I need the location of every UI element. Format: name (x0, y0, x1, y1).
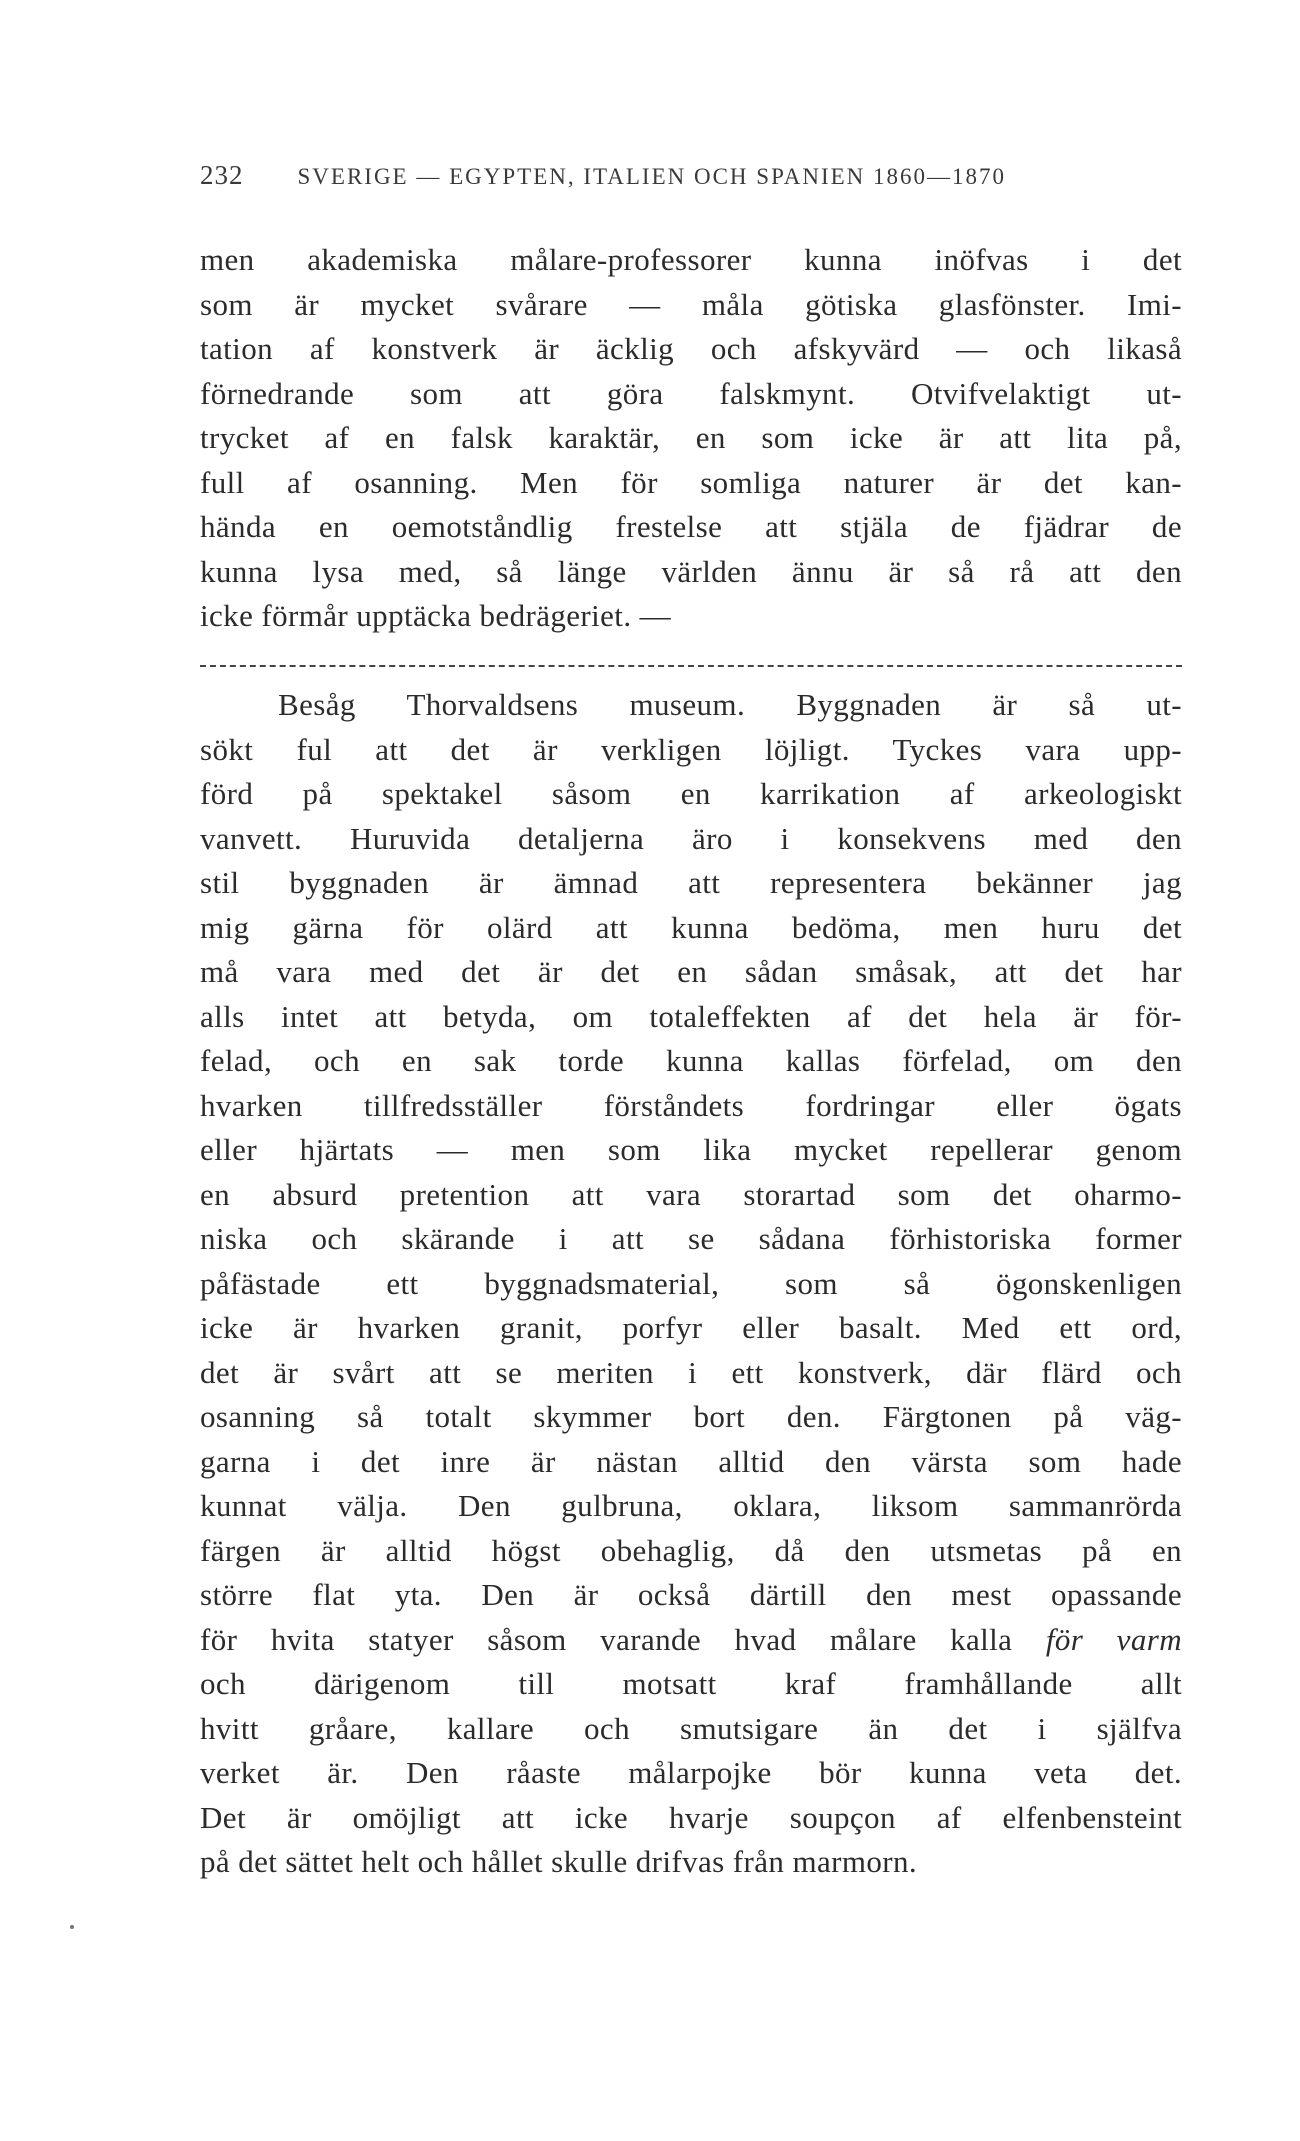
dashed-separator (200, 639, 1182, 684)
text-line: större flat yta. Den är också därtill den mest opassande (200, 1577, 1182, 1612)
book-page (200, 160, 1182, 1885)
text-line: mig gärna för olärd att kunna bedöma, men huru det (200, 909, 1182, 945)
text-line: påfästade ett byggnadsmaterial, som så ögonskenligen (200, 1265, 1182, 1301)
paragraph-2 (200, 683, 1182, 1885)
text-line: icke förmår upptäcka bedrägeriet. — (200, 598, 672, 633)
text-line: färgen är alltid högst obehaglig, då den utsmetas på en (200, 1532, 1182, 1568)
text-line: Det är omöjligt att icke hvarje soupçon af elfenbensteint (200, 1799, 1182, 1835)
text-line: eller hjärtats — men som lika mycket repellerar genom (200, 1132, 1182, 1167)
text-line: felad, och en sak torde kunna kallas förfelad, om den (200, 1043, 1182, 1078)
text-segment: för hvita statyer såsom varande hvad målare kalla (200, 1621, 1013, 1657)
text-line: kunnat välja. Den gulbruna, oklara, liksom sammanrörda (200, 1488, 1182, 1523)
text-line: hvarken tillfredsställer förståndets fordringar eller ögats (200, 1087, 1182, 1123)
text-line: stil byggnaden är ämnad att representera bekänner jag (200, 865, 1182, 900)
text-line: osanning så totalt skymmer bort den. Färgtonen på väg- (200, 1399, 1182, 1434)
page-number: 232 (200, 160, 244, 190)
page-speck (70, 1925, 74, 1929)
text-line: och därigenom till motsatt kraf framhållande allt (200, 1666, 1182, 1701)
text-line: niska och skärande i att se sådana förhistoriska former (200, 1221, 1182, 1256)
text-line: full af osanning. Men för somliga naturer är det kan- (200, 464, 1182, 500)
text-line: verket är. Den råaste målarpojke bör kunna veta det. (200, 1755, 1182, 1790)
text-line (200, 1618, 1182, 1663)
text-line: det är svårt att se meriten i ett konstverk, där flärd och (200, 1354, 1182, 1390)
running-head (200, 160, 1182, 200)
text-line: må vara med det är det en sådan småsak, att det har (200, 954, 1182, 989)
text-line: kunna lysa med, så länge världen ännu är så rå att den (200, 553, 1182, 589)
text-line: på det sättet helt och hållet skulle drifvas från marmorn. (200, 1844, 918, 1879)
running-title: SVERIGE — EGYPTEN, ITALIEN OCH SPANIEN 1860—1870 (297, 164, 1007, 189)
text-line: garna i det inre är nästan alltid den värsta som hade (200, 1443, 1182, 1479)
text-line: sökt ful att det är verkligen löjligt. Tyckes vara upp- (200, 731, 1182, 767)
text-line: men akademiska målare-professorer kunna inöfvas i det (200, 242, 1182, 277)
text-line: hvitt gråare, kallare och smutsigare än det i själfva (200, 1710, 1182, 1746)
text-line: alls intet att betyda, om totaleffekten af det hela är för- (200, 998, 1182, 1034)
text-line: en absurd pretention att vara storartad som det oharmo- (200, 1176, 1182, 1212)
paragraph-1 (200, 238, 1182, 639)
text-line: förd på spektakel såsom en karrikation af arkeologiskt (200, 776, 1182, 811)
text-line: trycket af en falsk karaktär, en som icke är att lita på, (200, 420, 1182, 455)
text-line: tation af konstverk är äcklig och afskyvärd — och likaså (200, 331, 1182, 366)
text-line: hända en oemotståndlig frestelse att stjäla de fjädrar de (200, 509, 1182, 544)
text-line: Besåg Thorvaldsens museum. Byggnaden är så ut- (278, 687, 1182, 722)
body-text (200, 238, 1182, 1885)
text-line: som är mycket svårare — måla götiska glasfönster. Imi- (200, 286, 1182, 322)
text-line: icke är hvarken granit, porfyr eller basalt. Med ett ord, (200, 1310, 1182, 1345)
text-line: förnedrande som att göra falskmynt. Otvifvelaktigt ut- (200, 375, 1182, 411)
text-line: vanvett. Huruvida detaljerna äro i konsekvens med den (200, 820, 1182, 856)
italic-term: för varm (1045, 1621, 1182, 1657)
